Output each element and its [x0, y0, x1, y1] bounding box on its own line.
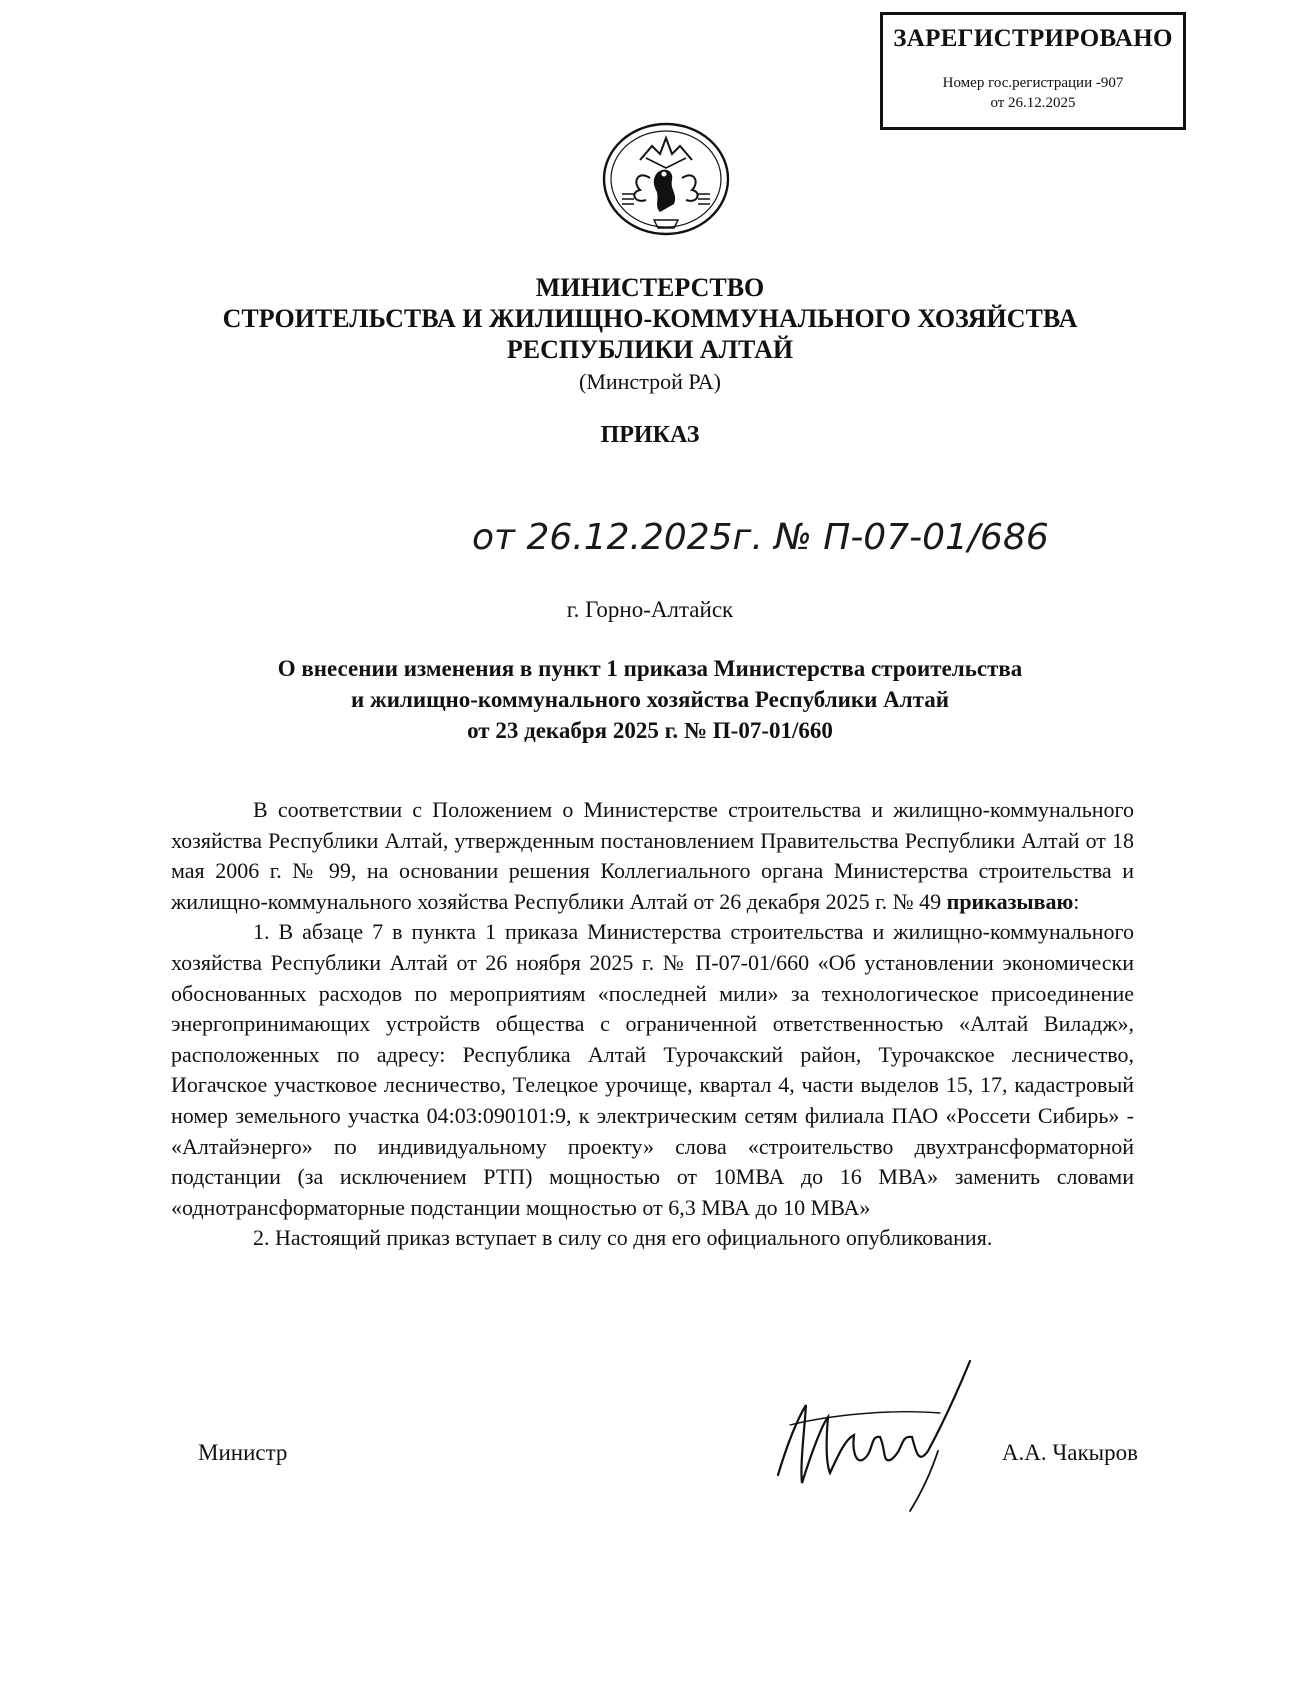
ministry-line-2: СТРОИТЕЛЬСТВА И ЖИЛИЩНО-КОММУНАЛЬНОГО ХОЗЯЙСТВА: [222, 304, 1078, 333]
item-1-paragraph: 1. В абзаце 7 в пункта 1 приказа Министерства строительства и жилищно-коммунального хозяйства Республики Алтай от 26 ноября 2025 г. № П-07-01/660 «Об установлении экономически обоснованных расходов по мероприятиям «последней мили» за технологическое присоединение энергопринимающих устройств общества с ограниченной ответственностью «Алтай Виладж», расположенных по адресу: Республика Алтай Турочакский район, Турочакское лесничество, Иогачское участковое лесничество, Телецкое урочище, квартал 4, части выделов 15, 17, кадастровый номер земельного участка 04:03:090101:9, к электрическим сетям филиала ПАО «Россети Сибирь» - «Алтайэнерго» по индивидуальному проекту» слова «строительство двухтрансформаторной подстанции (за исключением РТП) мощностью от 10МВА до 16 МВА» заменить словами «однотрансформаторные подстанции мощностью от 6,3 МВА до 10 МВА»: [171, 919, 1134, 1220]
signer-name: А.А. Чакыров: [1001, 1440, 1138, 1465]
subject-line-1: О внесении изменения в пункт 1 приказа Министерства строительства: [277, 656, 1023, 681]
signature-block: [198, 1440, 1138, 1480]
preamble-text: В соответствии с Положением о Министерстве строительства и жилищно-коммунального хозяйства Республики Алтай, утвержденным постановлением Правительства Республики Алтай от 18 мая 2006 г. № 99, на основании решения Коллегиального органа Министерства строительства и жилищно-коммунального хозяйства Республики Алтай от 26 декабря 2025 г. № 49: [171, 797, 1134, 914]
order-number-handwritten: [468, 505, 1049, 567]
order-subject: [0, 653, 1300, 746]
subject-line-3: от 23 декабря 2025 г. № П-07-01/660: [467, 718, 833, 743]
ministry-line-3: РЕСПУБЛИКИ АЛТАЙ: [506, 335, 794, 364]
ministry-line-1: МИНИСТЕРСТВО: [535, 273, 765, 302]
signer-position: Министр: [198, 1440, 288, 1465]
stamp-reg-number: Номер гос.регистрации -907: [942, 75, 1124, 91]
stamp-title: ЗАРЕГИСТРИРОВАНО: [893, 25, 1173, 52]
item-2-paragraph: 2. Настоящий приказ вступает в силу со дня его официального опубликования.: [253, 1225, 993, 1251]
preamble-paragraph: [171, 795, 1134, 917]
stamp-reg-date: от 26.12.2025: [990, 95, 1076, 111]
ministry-short-name: (Минстрой РА): [579, 369, 721, 394]
ministry-header: [0, 272, 1300, 399]
order-body: [171, 795, 1134, 1254]
subject-line-2: и жилищно-коммунального хозяйства Республики Алтай: [351, 687, 949, 712]
order-number-text: от 26.12.2025г. № П-07-01/686: [472, 517, 1049, 558]
city: г. Горно-Алтайск: [566, 597, 734, 622]
order-word: приказываю: [946, 888, 1074, 914]
order-colon: :: [1073, 888, 1080, 914]
signature-icon: [770, 1355, 990, 1515]
altai-emblem-icon: [600, 120, 732, 238]
registration-stamp: [880, 12, 1186, 130]
document-type: ПРИКАЗ: [600, 422, 700, 448]
